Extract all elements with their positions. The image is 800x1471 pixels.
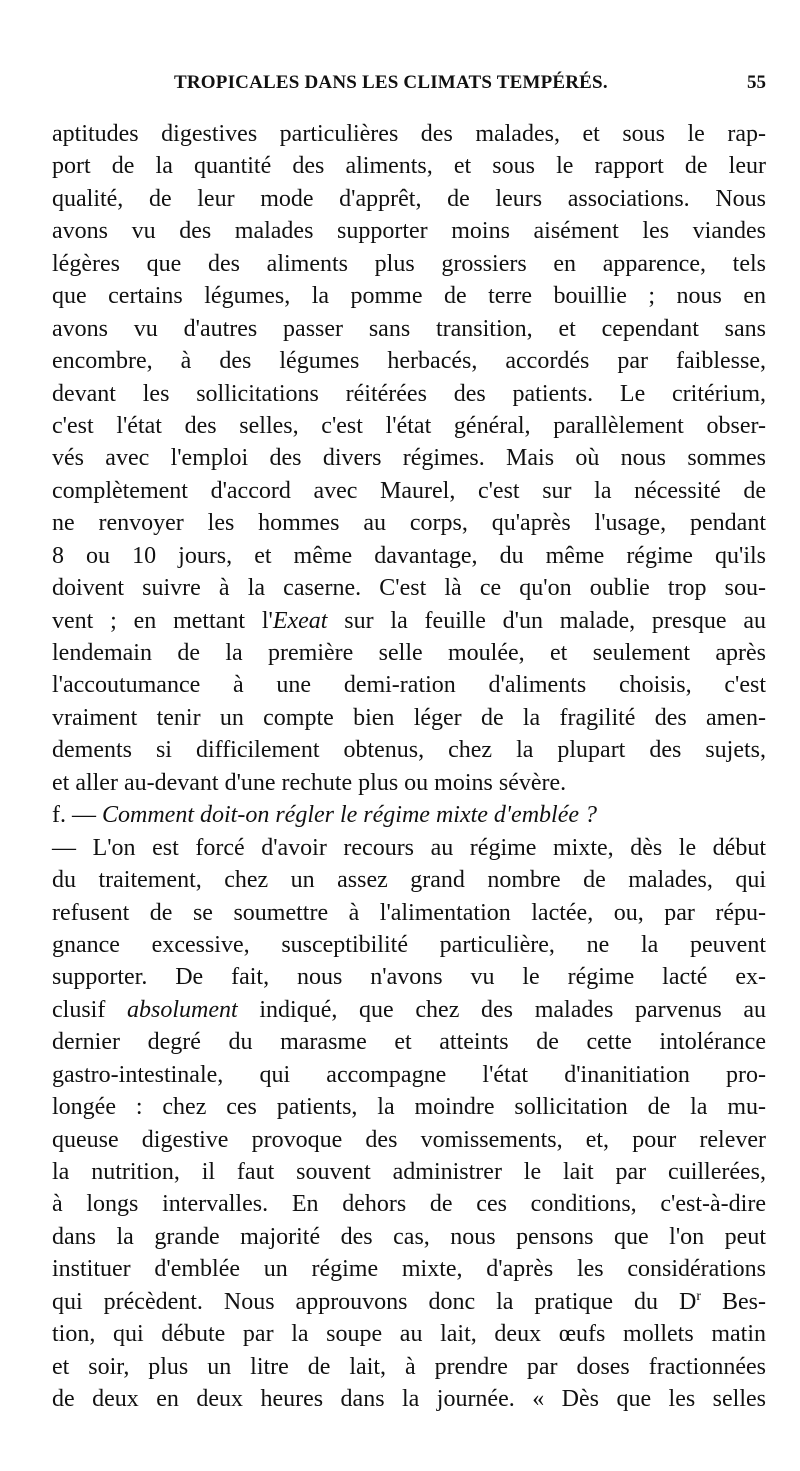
text-line: port de la quantité des aliments, et sous le rapport de leur <box>52 153 766 180</box>
body-text <box>52 118 766 1416</box>
text-line: de deux en deux heures dans la journée. « Dès que les selles <box>52 1386 766 1413</box>
text-line: légères que des aliments plus grossiers en apparence, tels <box>52 250 766 277</box>
text-line-dr <box>52 1286 766 1318</box>
page-number: 55 <box>747 72 766 93</box>
text-line: avons vu d'autres passer sans transition, et cependant sans <box>52 315 766 342</box>
text-line: que certains légumes, la pomme de terre bouillie ; nous en <box>52 283 766 310</box>
italic-exeat: Exeat <box>272 607 328 634</box>
text-run: clusif <box>52 996 128 1023</box>
text-line: complètement d'accord avec Maurel, c'est sur la nécessité de <box>52 477 766 504</box>
text-line: avons vu des malades supporter moins aisément les viandes <box>52 218 766 245</box>
text-line: queuse digestive provoque des vomissements, et, pour relever <box>52 1126 766 1153</box>
text-run: sur la feuille d'un malade, presque au <box>327 607 767 634</box>
text-run: vent ; en mettant l' <box>52 607 273 634</box>
text-line: dements si difficilement obtenus, chez la plupart des sujets, <box>52 737 766 764</box>
text-line: gastro-intestinale, qui accompagne l'état d'inanitiation pro- <box>52 1061 766 1088</box>
text-line: lendemain de la première selle moulée, et seulement après <box>52 640 766 666</box>
text-line: instituer d'emblée un régime mixte, d'après les considérations <box>52 1256 766 1283</box>
text-run: Bes- <box>701 1288 767 1315</box>
text-run: indiqué, que chez des malades parvenus au <box>237 996 766 1023</box>
text-line-absolument <box>52 994 766 1026</box>
text-line: 8 ou 10 jours, et même davantage, du même régime qu'ils <box>52 542 766 569</box>
text-line: vraiment tenir un compte bien léger de la fragilité des amen- <box>52 704 766 731</box>
text-line: gnance excessive, susceptibilité particulière, ne la peuvent <box>52 931 766 958</box>
section-marker: f. — <box>52 802 102 829</box>
text-line: la nutrition, il faut souvent administrer le lait par cuillerées, <box>52 1159 766 1185</box>
text-line-exeat <box>52 605 766 637</box>
running-title: TROPICALES DANS LES CLIMATS TEMPÉRÉS. <box>174 72 608 93</box>
text-line: longée : chez ces patients, la moindre sollicitation de la mu- <box>52 1094 766 1121</box>
text-line: supporter. De fait, nous n'avons vu le régime lacté ex- <box>52 964 766 991</box>
text-line: l'accoutumance à une demi-ration d'aliments choisis, c'est <box>52 672 766 699</box>
text-line: devant les sollicitations réitérées des patients. Le critérium, <box>52 380 766 407</box>
text-line: qualité, de leur mode d'apprêt, de leurs associations. Nous <box>52 185 766 212</box>
text-line: doivent suivre à la caserne. C'est là ce qu'on oublie trop sou- <box>52 575 766 602</box>
text-line: dans la grande majorité des cas, nous pensons que l'on peut <box>52 1223 766 1250</box>
text-run: qui précèdent. Nous approuvons donc la pratique du D <box>52 1288 697 1315</box>
text-line: aptitudes digestives particulières des malades, et sous le rap- <box>52 121 766 147</box>
text-line: à longs intervalles. En dehors de ces conditions, c'est-à-dire <box>52 1191 766 1218</box>
text-line: — L'on est forcé d'avoir recours au régime mixte, dès le début <box>52 834 766 861</box>
text-line: refusent de se soumettre à l'alimentation lactée, ou, par répu- <box>52 899 766 926</box>
text-line: et soir, plus un litre de lait, à prendre par doses fractionnées <box>52 1353 766 1380</box>
text-line: du traitement, chez un assez grand nombre de malades, qui <box>52 867 766 894</box>
section-heading-f <box>52 799 766 831</box>
page-header <box>54 72 766 104</box>
text-line: vés avec l'emploi des divers régimes. Mais où nous sommes <box>52 445 766 472</box>
section-title: Comment doit-on régler le régime mixte d'emblée ? <box>102 802 597 829</box>
text-line: encombre, à des légumes herbacés, accordés par faiblesse, <box>52 348 766 375</box>
text-line: dernier degré du marasme et atteints de cette intolérance <box>52 1029 766 1056</box>
text-line: et aller au-devant d'une rechute plus ou moins sévère. <box>52 769 567 796</box>
text-line: tion, qui débute par la soupe au lait, deux œufs mollets matin <box>52 1321 766 1348</box>
italic-absolument: absolument <box>127 996 238 1023</box>
text-line: c'est l'état des selles, c'est l'état général, parallèlement obser- <box>52 412 766 439</box>
text-line: ne renvoyer les hommes au corps, qu'après l'usage, pendant <box>52 510 766 537</box>
superscript-r: r <box>696 1288 702 1304</box>
